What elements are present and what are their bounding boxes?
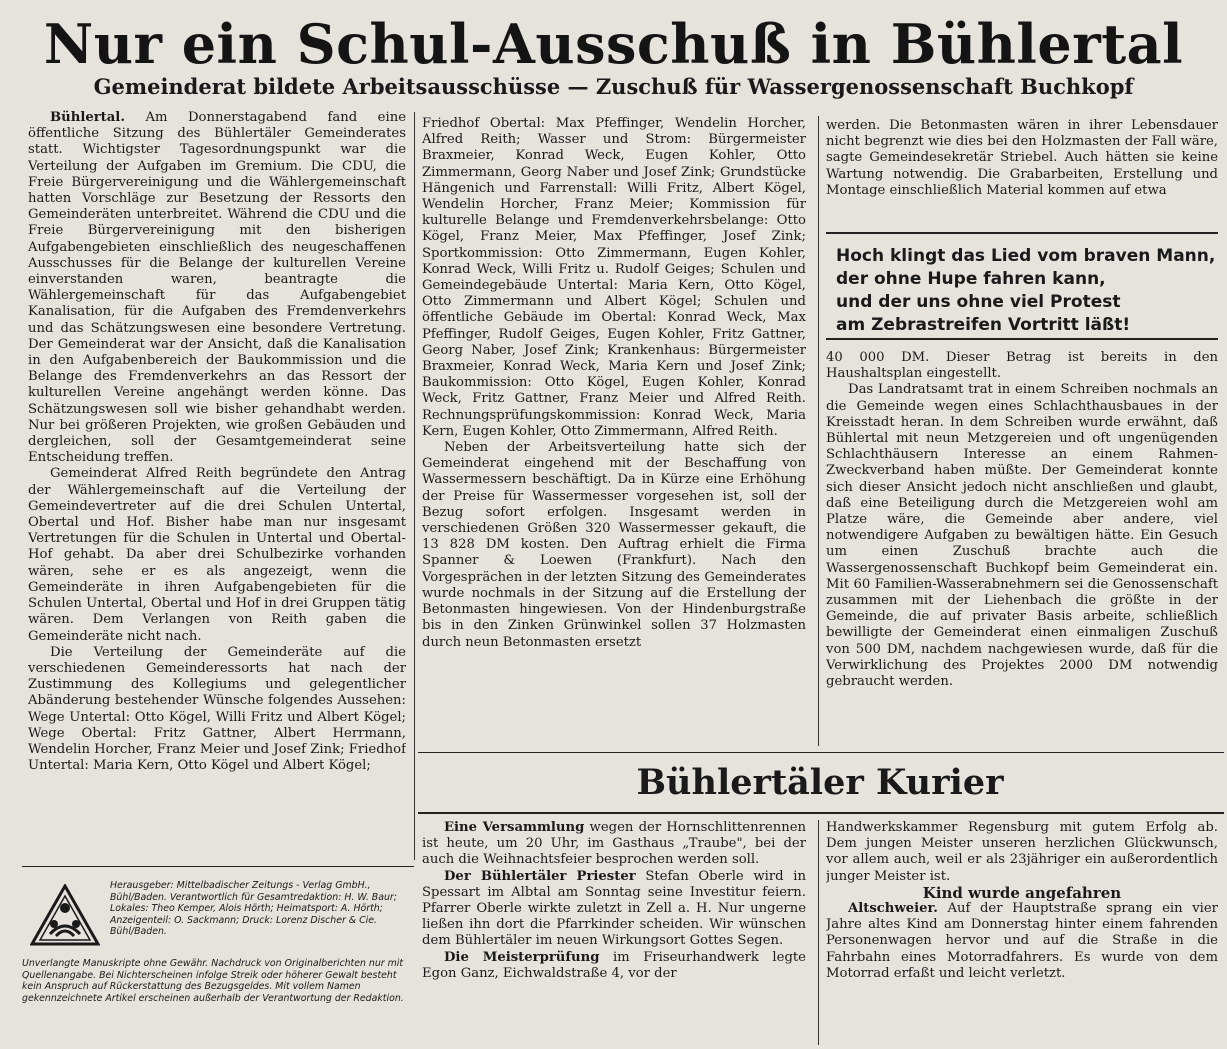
article-column-2 bbox=[422, 116, 806, 746]
kurier-paragraph: Altschweier. Auf der Hauptstraße sprang ein vier Jahre altes Kind am Donnerstag hinter einem fahrenden Personenwagen hervor und auf die Straße in die Fahrbahn eines Motorradfahrers. Es wurde von dem Motorrad erfaßt und leicht verletzt. bbox=[826, 901, 1218, 981]
slogan-line: und der uns ohne viel Protest bbox=[836, 292, 1121, 312]
column-divider bbox=[414, 112, 415, 860]
section-divider bbox=[418, 812, 1224, 814]
kurier-item: Eine Versammlung wegen der Hornschlittenrennen ist heute, um 20 Uhr, im Gasthaus „Traube", bei der auch die Weihnachtsfeier besprochen werden soll. bbox=[422, 820, 806, 868]
headline: Nur ein Schul-Ausschuß in Bühlertal bbox=[43, 12, 1184, 76]
article-paragraph-4: Friedhof Obertal: Max Pfeffinger, Wendelin Horcher, Alfred Reith; Wasser und Strom: Bürgermeister Braxmeier, Konrad Weck, Eugen Kohler, Otto Zimmermann, Georg Naber und Josef Zink; Grundstücke Hängenich und Farrenstall: Willi Fritz, Albert Kögel, Wendelin Horcher, Franz Meier; Kommission für kulturelle Belange und Fremdenverkehrsbelange: Otto Kögel, Franz Meier, Max Pfeffinger, Josef Zink; Sportkommission: Otto Zimmermann, Eugen Kohler, Konrad Weck, Willi Fritz u. Rudolf Geiges; Schulen und Gemeindegebäude Untertal: Maria Kern, Otto Kögel, Otto Zimmermann und Albert Kögel; Schulen und öffentliche Gebäude im Obertal: Konrad Weck, Max Pfeffinger, Rudolf Geiges, Eugen Kohler, Fritz Gattner, Georg Naber, Josef Zink; Krankenhaus: Bürgermeister Braxmeier, Konrad Weck, Maria Kern und Josef Zink; Baukommission: Otto Kögel, Eugen Kohler, Konrad Weck, Fritz Gattner, Franz Meier und Alfred Reith. Rechnungsprüfungskommission: Konrad Weck, Maria Kern, Eugen Kohler, Otto Zimmermann, Alfred Reith. bbox=[422, 116, 806, 439]
imprint-divider bbox=[22, 866, 414, 867]
imprint-text: Herausgeber: Mittelbadischer Zeitungs - Verlag GmbH., Bühl/Baden. Verantwortlich für Gesamtredaktion: H. W. Baur; Lokales: Theo Kemper, Alois Hörth; Heimatsport: A. Hörth; Anzeigenteil: O. Sackmann; Druck: Lorenz Discher & Cie. Bühl/Baden. bbox=[110, 880, 397, 938]
column-divider bbox=[818, 116, 819, 746]
kurier-column-right bbox=[826, 820, 1218, 1045]
slogan-line: am Zebrastreifen Vortritt läßt! bbox=[836, 315, 1131, 335]
publisher-logo-icon bbox=[30, 884, 100, 946]
article-paragraph-5: Neben der Arbeitsverteilung hatte sich der Gemeinderat eingehend mit der Beschaffung von Wassermessern beschäftigt. Da in Kürze eine Erhöhung der Preise für Wassermesser vorgesehen ist, soll der Bezug sofort erfolgen. Insgesamt werden in verschiedenen Größen 320 Wassermesser gekauft, die 13 828 DM kosten. Den Auftrag erhielt die Firma Spanner & Loewen (Frankfurt). Nach den Vorgesprächen in der letzten Sitzung des Gemeinderates wurde nochmals in der Sitzung auf die Erstellung der Betonmasten hingewiesen. Von der Hindenburgstraße bis in den Zinken Grünwinkel sollen 37 Holzmasten durch neun Betonmasten ersetzt bbox=[422, 440, 806, 650]
slogan-line: der ohne Hupe fahren kann, bbox=[836, 269, 1106, 289]
article-column-3-top bbox=[826, 118, 1218, 218]
kurier-item: Der Bühlertäler Priester Stefan Oberle wird in Spessart im Albtal am Sonntag seine Investitur feiern. Pfarrer Oberle wirkte zuletzt in Zell a. H. Nur ungerne ließen ihn dort die Pfarrkinder scheiden. Wir wünschen dem Bühlertäler im neuen Wirkungsort Gottes Segen. bbox=[422, 868, 806, 949]
slogan-line: Hoch klingt das Lied vom braven Mann, bbox=[836, 246, 1216, 266]
kurier-subheading: Kind wurde angefahren bbox=[922, 883, 1122, 902]
article-paragraph-2: Gemeinderat Alfred Reith begründete den Antrag der Wählergemeinschaft auf die Verteilung der Gemeindevertreter auf die drei Schulen Untertal, Obertal und Hof. Bisher habe man nur insgesamt Vertretungen für die Schulen in Untertal und Obertal-Hof gehabt. Da aber drei Schulbezirke vorhanden wären, sehe er es als angezeigt, wenn die Gemeinderäte in ihren Aufgabengebieten für die Schulen Untertal, Obertal und Hof in drei Gruppen tätig wären. Dem Verlangen von Reith gaben die Gemeinderäte nicht nach. bbox=[28, 466, 406, 644]
kurier-item: Die Meisterprüfung im Friseurhandwerk legte Egon Ganz, Eichwaldstraße 4, vor der bbox=[422, 949, 806, 981]
subheadline: Gemeinderat bildete Arbeitsausschüsse — Zuschuß für Wassergenossenschaft Buchkopf bbox=[93, 74, 1134, 99]
article-paragraph-3: Die Verteilung der Gemeinderäte auf die verschiedenen Gemeinderessorts hat nach der Zustimmung des Kollegiums und gelegentlicher Abänderung bestehender Wünsche folgendes Aussehen: Wege Untertal: Otto Kögel, Willi Fritz und Albert Kögel; Wege Obertal: Fritz Gattner, Albert Herrmann, Wendelin Horcher, Franz Meier und Josef Zink; Friedhof Untertal: Maria Kern, Otto Kögel und Albert Kögel; bbox=[28, 644, 406, 774]
dateline: Bühlertal. bbox=[50, 110, 125, 125]
kurier-paragraph: Handwerkskammer Regensburg mit gutem Erfolg ab. Dem jungen Meister unseren herzlichen Glückwunsch, vor allem auch, weil er als 23jähriger ein außerordentlich junger Meister ist. bbox=[826, 820, 1218, 884]
column-divider bbox=[818, 820, 819, 1045]
article-paragraph-8: Das Landratsamt trat in einem Schreiben nochmals an die Gemeinde wegen eines Schlachthausbaues in der Kreisstadt heran. In dem Schreiben wurde erwähnt, daß Bühlertal mit neun Metzgereien und oft ungenügenden Schlachthäusern Interesse an einem Rahmen-Zweckverband haben müßte. Der Gemeinderat konnte sich dieser Ansicht jedoch nicht anschließen und glaubt, daß eine Beteiligung durch die Metzgereien wohl am Platze wäre, die Gemeinde aber andere, viel notwendigere Aufgaben zu bewältigen hätte. Ein Gesuch um einen Zuschuß brachte auch die Wassergenossenschaft Buchkopf beim Gemeinderat ein. Mit 60 Familien-Wasserabnehmern sei die Genossenschaft zusammen mit der Liehenbach die größte in der Gemeinde, die auf privater Basis arbeite, schließlich bewilligte der Gemeinderat einen einmaligen Zuschuß von 500 DM, nachdem nachgewiesen wurde, daß für die Verwirklichung des Projektes 2000 DM notwendig gebraucht werden. bbox=[826, 382, 1218, 690]
article-column-3-bottom bbox=[826, 350, 1218, 742]
kurier-title: Bühlertäler Kurier bbox=[636, 762, 1004, 803]
article-paragraph-7: 40 000 DM. Dieser Betrag ist bereits in den Haushaltsplan eingestellt. bbox=[826, 350, 1218, 382]
article-paragraph-6: werden. Die Betonmasten wären in ihrer Lebensdauer nicht begrenzt wie dies bei den Holzmasten der Fall wäre, sagte Gemeindesekretär Striebel. Auch hätten sie keine Wartung notwendig. Die Grabarbeiten, Erstellung und Montage einschließlich Material kommen auf etwa bbox=[826, 118, 1218, 198]
article-column-1 bbox=[28, 110, 406, 858]
imprint bbox=[22, 880, 412, 1045]
article-paragraph-1: Bühlertal. Am Donnerstagabend fand eine öffentliche Sitzung des Bühlertäler Gemeinderates statt. Wichtigster Tagesordnungspunkt war die Verteilung der Aufgaben im Gremium. Die CDU, die Freie Bürgervereinigung und die Wählergemeinschaft hatten Vorschläge zur Besetzung der Ressorts den Gemeinderäten unterbreitet. Während die CDU und die Freie Bürgervereinigung mit den bisherigen Aufgabengebieten einschließlich des neugeschaffenen Ausschusses für die Belange der kulturellen Vereine einverstanden waren, beantragte die Wählergemeinschaft für das Aufgabengebiet Kanalisation, für die Aufgaben des Fremdenverkehrs und das Schätzungswesen eine besondere Vertretung. Der Gemeinderat war der Ansicht, daß die Kanalisation in den Aufgabenbereich der Baukommission und die Belange des Fremdenverkehrs an das Ressort der kulturellen Vereine angehängt werden könne. Das Schätzungswesen soll wie bisher gehandhabt werden. Nur bei größeren Projekten, wie großen Gebäuden und dergleichen, soll der Gesamtgemeinderat seine Entscheidung treffen. bbox=[28, 110, 406, 466]
slogan-box bbox=[826, 232, 1218, 340]
section-divider bbox=[418, 752, 1224, 753]
imprint-note: Unverlangte Manuskripte ohne Gewähr. Nachdruck von Originalberichten nur mit Quellenangabe. Bei Nichterscheinen infolge Streik oder höherer Gewalt besteht kein Anspruch auf Rückerstattung des Bezugsgeldes. Mit vollem Namen gekennzeichnete Artikel erscheinen außerhalb der Verantwortung der Redaktion. bbox=[22, 958, 404, 1004]
kurier-column-left bbox=[422, 820, 806, 1045]
